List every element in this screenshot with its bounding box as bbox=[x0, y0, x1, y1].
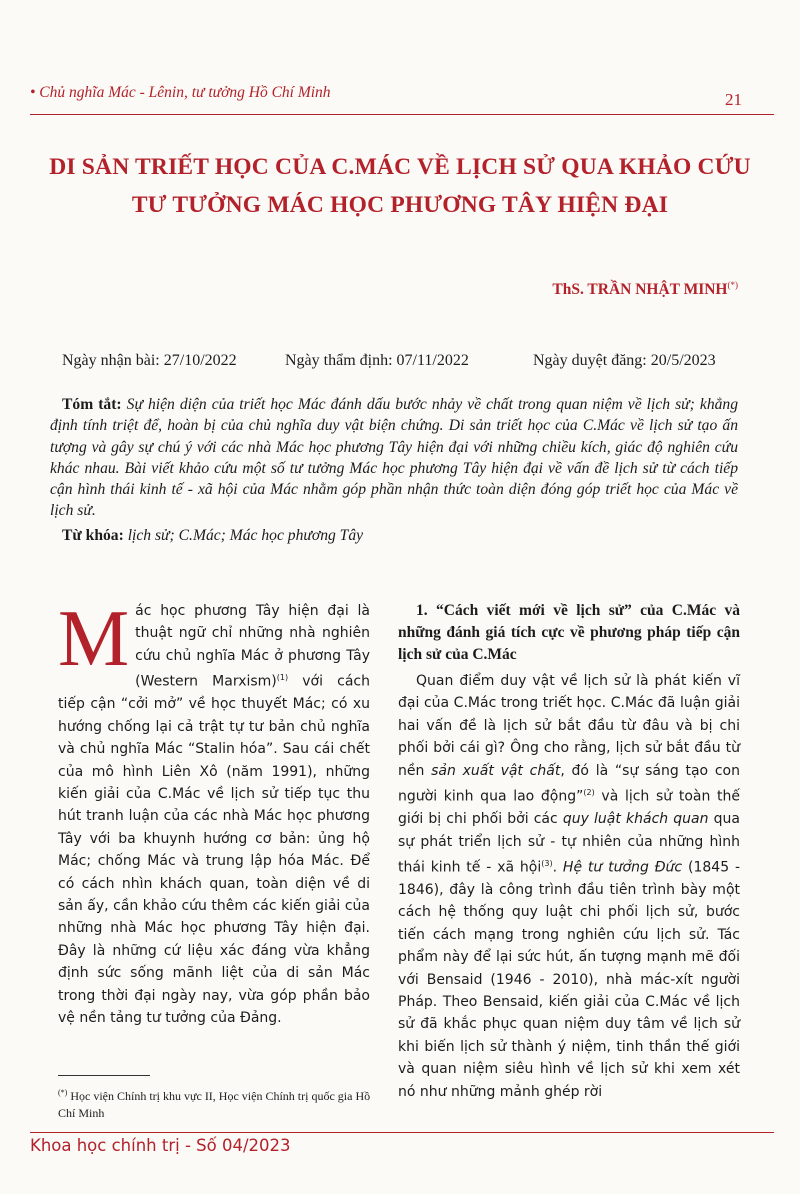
article-title bbox=[20, 148, 780, 224]
footer-divider bbox=[30, 1132, 774, 1133]
s1-italic-1: sản xuất vật chất bbox=[431, 762, 561, 779]
header-section-title: • Chủ nghĩa Mác - Lênin, tư tưởng Hồ Chí Minh bbox=[30, 84, 331, 101]
intro-text-1: ác học phương Tây hiện đại là thuật ngữ chỉ những nhà nghiên cứu chủ nghĩa Mác ở phương Tây (Western Marxism) bbox=[135, 603, 370, 690]
date-reviewed: Ngày thẩm định: 07/11/2022 bbox=[285, 352, 469, 369]
abstract-label: Tóm tắt: bbox=[62, 396, 122, 413]
section-1-column bbox=[398, 600, 740, 1103]
title-line-2: TƯ TƯỞNG MÁC HỌC PHƯƠNG TÂY HIỆN ĐẠI bbox=[131, 192, 669, 218]
footnote-divider bbox=[58, 1075, 150, 1076]
abstract bbox=[50, 394, 738, 522]
s1-text-6: (1845 - 1846), đây là công trình đầu tiên trình bày một cách hệ thống quy luật chi phối lịch sử, bước tiến cách mạng trong nghiên cứu lịch sử. Tác phẩm này để lại sức hút, ấn tượng mạnh mẽ đối với Bensaid (1946 - 2010), nhà mác-xít người Pháp. Theo Bensaid, kiến giải của C.Mác về lịch sử đã khắc phục quan niệm duy tâm về lịch sử khi biến lịch sử thành ý niệm, tinh thần thế giới và quan niệm siêu hình về lịch sử khi xem xét nó như những mảnh ghép rời bbox=[398, 859, 741, 1100]
date-received: Ngày nhận bài: 27/10/2022 bbox=[62, 352, 237, 369]
s1-italic-2: quy luật khách quan bbox=[562, 811, 709, 828]
footnote-ref-1: (1) bbox=[276, 673, 289, 683]
footnote-mark: (*) bbox=[58, 1088, 68, 1097]
s1-italic-3: Hệ tư tưởng Đức bbox=[562, 859, 683, 876]
section-1-paragraph bbox=[398, 670, 740, 1103]
date-approved: Ngày duyệt đăng: 20/5/2023 bbox=[533, 352, 716, 369]
s1-text-3: và lịch sử toàn thế giới bị chi phối bởi các bbox=[398, 788, 740, 828]
author bbox=[552, 280, 738, 299]
section-1-heading: 1. “Cách viết mới về lịch sử” của C.Mác và những đánh giá tích cực về phương pháp tiếp cận lịch sử của C.Mác bbox=[398, 602, 740, 663]
intro-text-2: với cách tiếp cận “cởi mở” về học thuyết Mác; có xu hướng chống lại cả trật tự tư bản chủ nghĩa và chủ nghĩa Mác “Stalin hóa”. Sau cái chết của mô hình Liên Xô (năm 1991), những kiến giải của C.Mác về lịch sử tiếp tục thu hút tranh luận của các nhà Mác học phương Tây với ba khuynh hướng cơ bản: ủng hộ Mác; chống Mác và trung lập hóa Mác. Để có cách nhìn khách quan, toàn diện về di sản ấy, cần khảo cứu thêm các kiến giải của những nhà Mác học phương Tây hiện đại. Đây là những cứ liệu xác đáng vừa khẳng định sức sống mãnh liệt của di sản Mác trong thời đại ngày nay, vừa góp phần bảo vệ nền tảng tư tưởng của Đảng. bbox=[58, 673, 370, 1026]
journal-footer: Khoa học chính trị - Số 04/2023 bbox=[30, 1136, 291, 1155]
footnote-ref-3: (3) bbox=[541, 858, 553, 868]
footnote-ref-2: (2) bbox=[583, 788, 595, 798]
author-footnote-mark: (*) bbox=[727, 280, 738, 290]
abstract-text: Sự hiện diện của triết học Mác đánh dấu bước nhảy về chất trong quan niệm về lịch sử; khẳng định tính triệt để, hoàn bị của chủ nghĩa duy vật biện chứng. Di sản triết học của C.Mác về lịch sử tạo ấn tượng và gây sự chú ý với các nhà Mác học phương Tây hiện đại với những chiều kích, giác độ nghiên cứu khác nhau. Bài viết khảo cứu một số tư tưởng Mác học phương Tây hiện đại về vấn đề lịch sử từ cách tiếp cận hình thái kinh tế - xã hội của Mác nhằm góp phần nhận thức toàn diện đóng góp triết học của Mác về lịch sử. bbox=[50, 396, 739, 520]
intro-column bbox=[58, 595, 370, 1029]
s1-text-1: Quan điểm duy vật về lịch sử là phát kiến vĩ đại của C.Mác trong triết học. C.Mác đã luận giải hai vấn đề là lịch sử bắt đầu từ đâu và bị chi phối bởi cái gì? Ông cho rằng, lịch sử bắt đầu từ nền bbox=[398, 673, 740, 779]
keywords-label: Từ khóa: bbox=[62, 527, 124, 544]
header-divider bbox=[30, 114, 774, 115]
drop-cap: M bbox=[58, 595, 130, 683]
author-affiliation-footnote bbox=[58, 1084, 373, 1122]
keywords bbox=[62, 527, 363, 545]
author-name: ThS. TRẦN NHẬT MINH bbox=[552, 281, 728, 299]
footnote-text: Học viện Chính trị khu vực II, Học viện Chính trị quốc gia Hồ Chí Minh bbox=[58, 1089, 371, 1120]
running-header bbox=[30, 84, 742, 110]
s1-text-2: , đó là “sự sáng tạo con người kinh qua lao động” bbox=[398, 762, 740, 805]
s1-text-5: . bbox=[552, 859, 563, 876]
keywords-text: lịch sử; C.Mác; Mác học phương Tây bbox=[127, 527, 364, 544]
s1-text-4: qua sự phát triển lịch sử - tự nhiên của những hình thái kinh tế - xã hội bbox=[398, 811, 740, 876]
title-line-1: DI SẢN TRIẾT HỌC CỦA C.MÁC VỀ LỊCH SỬ QUA KHẢO CỨU bbox=[49, 154, 751, 180]
page-number: 21 bbox=[725, 90, 742, 109]
